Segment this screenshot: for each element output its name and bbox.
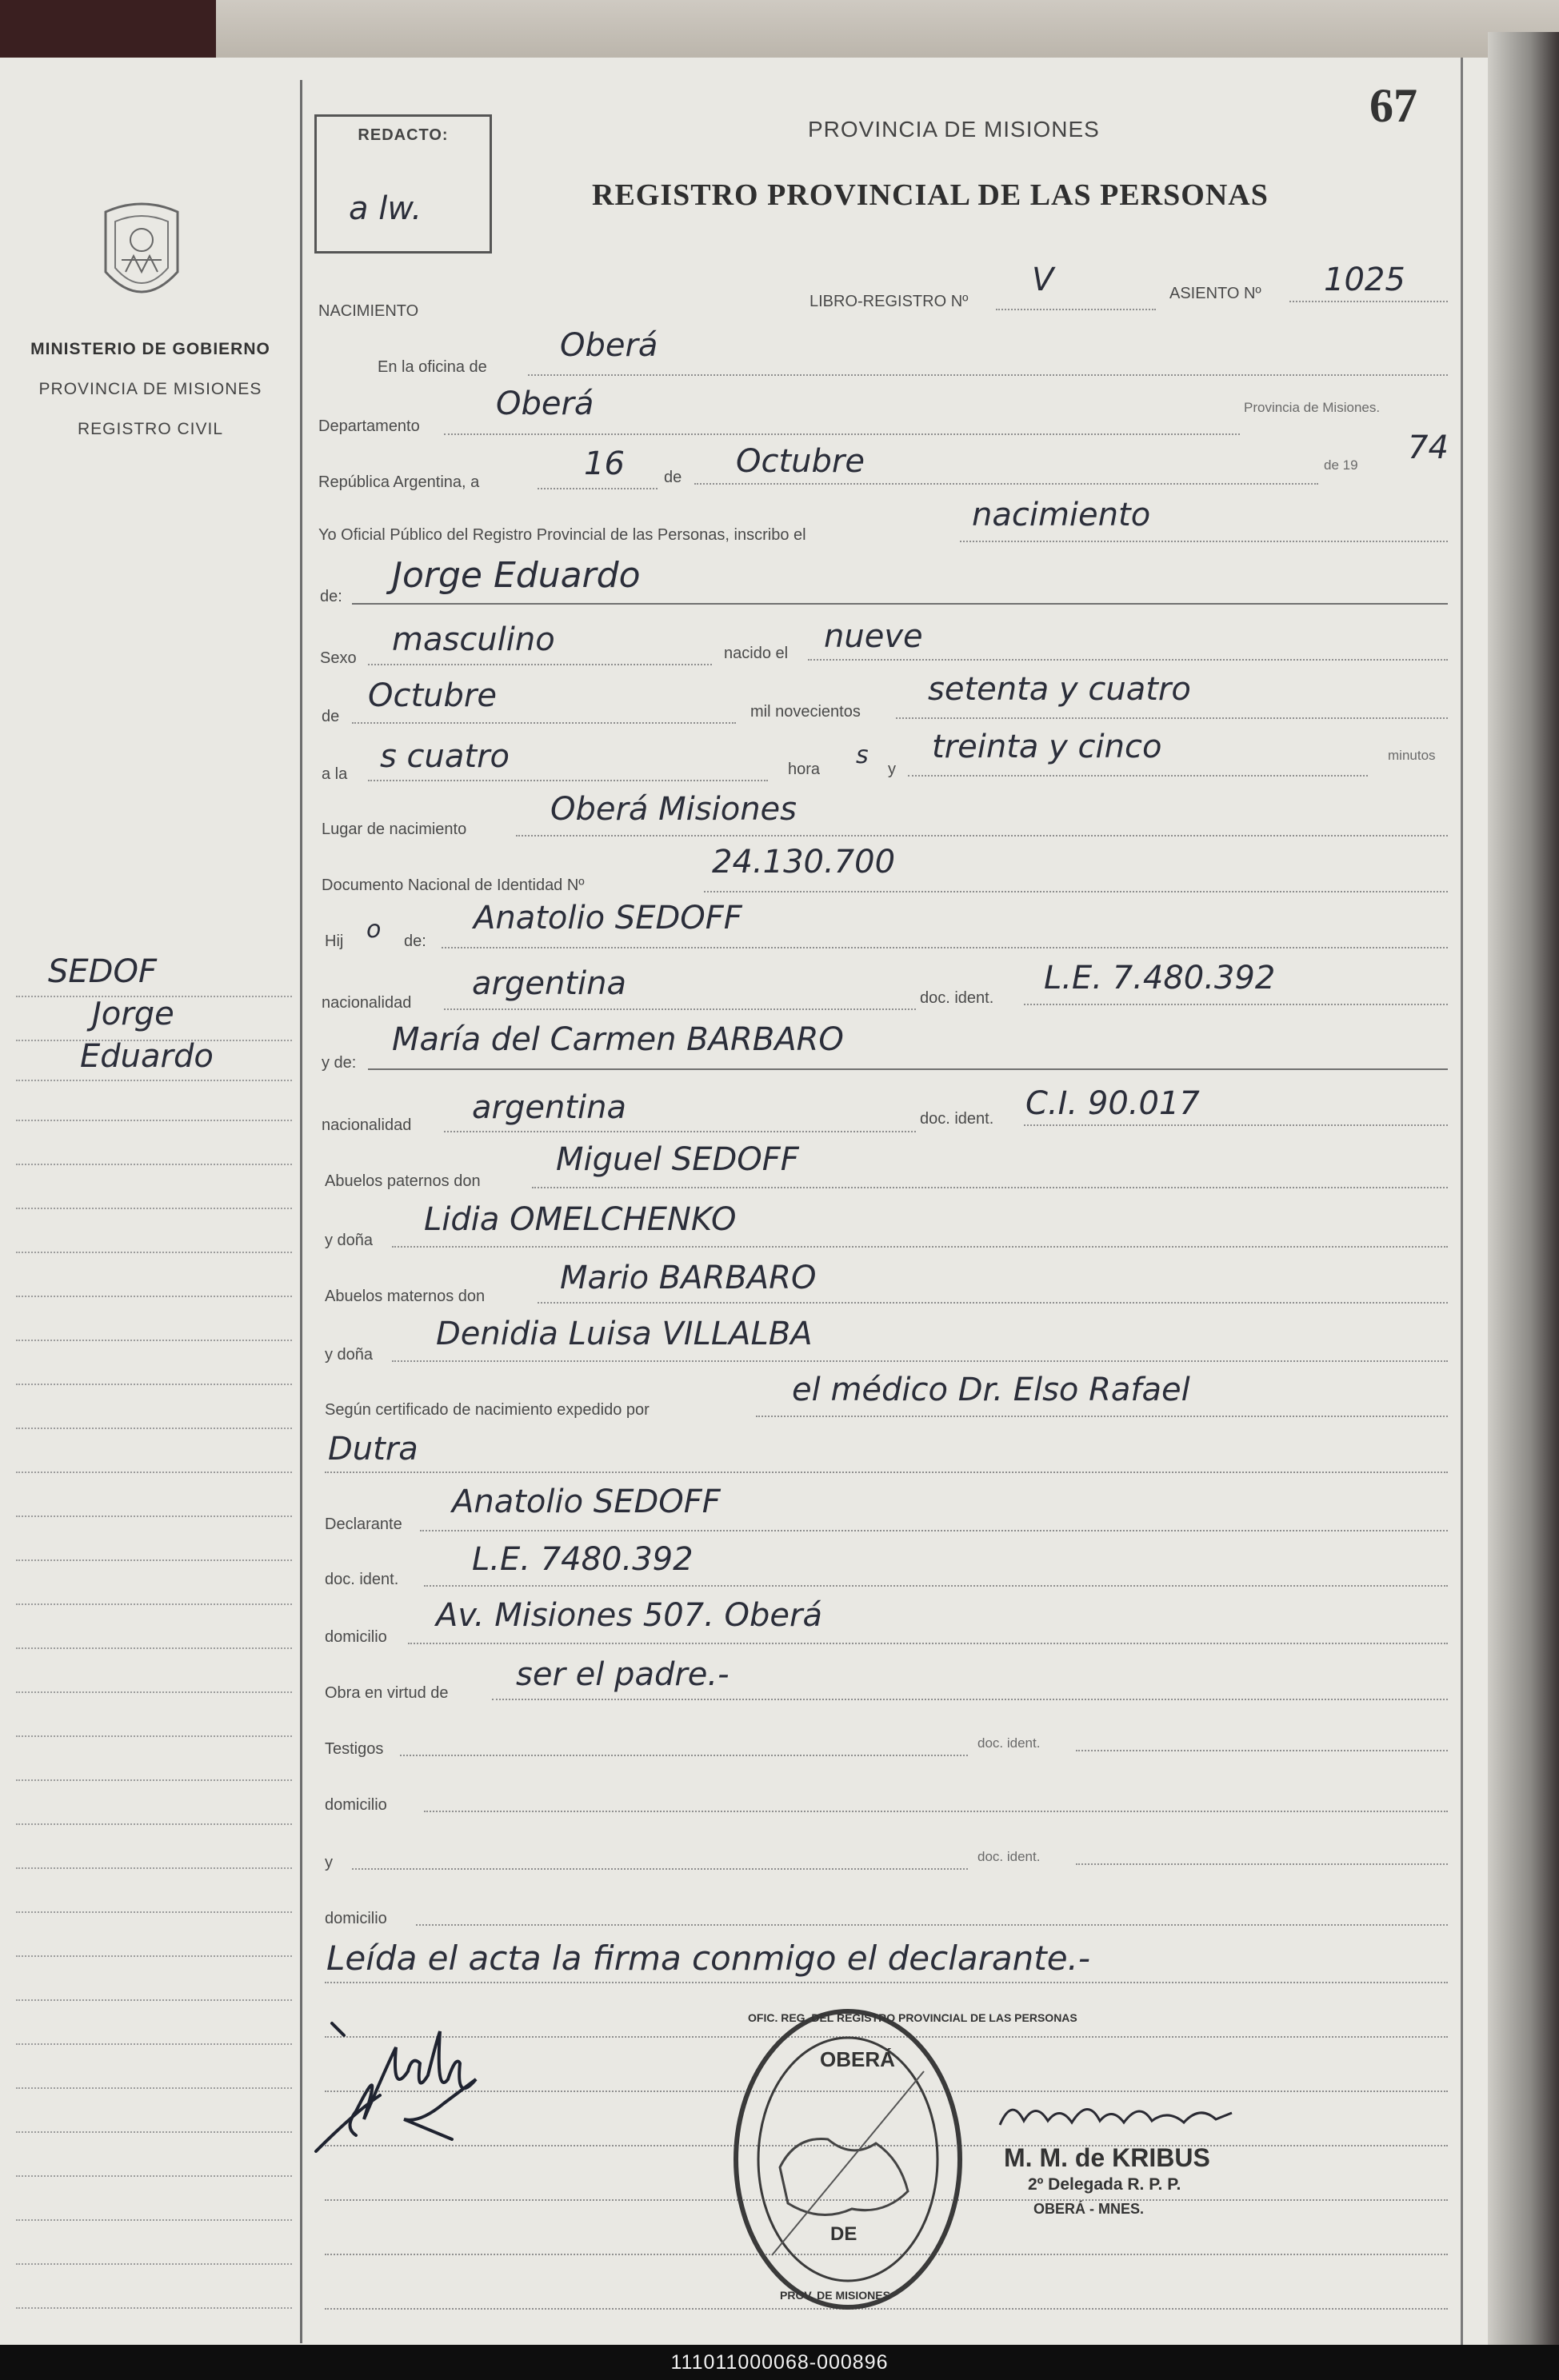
y1-label: y (888, 761, 896, 778)
section-label: NACIMIENTO (318, 302, 419, 320)
nacido-label: nacido el (724, 645, 789, 662)
oficina-value: Oberá (560, 327, 658, 364)
y2-label: y (325, 1854, 333, 1871)
ministry-label: MINISTERIO DE GOBIERNO (30, 340, 270, 358)
mes-value: Octubre (736, 443, 865, 480)
obra-value: ser el padre.- (516, 1656, 730, 1693)
lugar-value: Oberá Misiones (550, 791, 797, 828)
madre-value: María del Carmen BARBARO (392, 1021, 844, 1058)
binder-edge (0, 0, 216, 64)
stamp-top-text: OBERÁ (820, 2047, 895, 2071)
page-number: 67 (1369, 79, 1417, 132)
doc1-value: L.E. 7.480.392 (1044, 960, 1276, 996)
doc-declarante-value: L.E. 7480.392 (472, 1541, 694, 1578)
ala-value: s cuatro (380, 738, 510, 775)
abuelos-maternos-label: Abuelos maternos don (325, 1288, 486, 1305)
padre-value: Anatolio SEDOFF (474, 900, 742, 936)
dni-label: Documento Nacional de Identidad Nº (322, 877, 585, 894)
doc1-label: doc. ident. (920, 989, 994, 1007)
page-edge (1488, 32, 1559, 2347)
nacionalidad1-value: argentina (472, 965, 626, 1002)
ydona2-label: y doña (325, 1346, 374, 1364)
declarante-value: Anatolio SEDOFF (452, 1484, 721, 1520)
abuelos-paternos-label: Abuelos paternos don (325, 1172, 481, 1190)
testigos-label: Testigos (325, 1740, 384, 1758)
nacionalidad2-value: argentina (472, 1089, 626, 1126)
domicilio1-value: Av. Misiones 507. Oberá (436, 1597, 822, 1634)
libro-label: LIBRO-REGISTRO Nº (809, 293, 969, 310)
horas-suffix: s (856, 741, 869, 769)
ydona2-value: Denidia Luisa VILLALBA (436, 1316, 813, 1352)
nombre-value: Jorge Eduardo (392, 555, 641, 596)
ydona1-label: y doña (325, 1232, 374, 1249)
official-place: OBERÁ - MNES. (1033, 2201, 1145, 2217)
lugar-label: Lugar de nacimiento (322, 821, 467, 838)
doc2-value: C.I. 90.017 (1025, 1085, 1200, 1122)
doc-testigo1-label: doc. ident. (977, 1735, 1041, 1751)
abuelos-maternos-value: Mario BARBARO (560, 1260, 817, 1296)
asiento-value: 1025 (1324, 262, 1405, 298)
redacto-label: REDACTO: (358, 126, 449, 144)
abuelos-paternos-value: Miguel SEDOFF (556, 1141, 799, 1178)
republica-label: República Argentina, a (318, 473, 480, 491)
yde-label: y de: (322, 1054, 357, 1072)
top-strip (0, 0, 1559, 64)
registry-label: REGISTRO CIVIL (77, 420, 224, 438)
sexo-value: masculino (392, 621, 555, 658)
declarante-label: Declarante (325, 1515, 402, 1533)
closing-text: Leída el acta la firma conmigo el declarante.- (326, 1939, 1091, 1978)
margin-note-name2: Eduardo (80, 1038, 214, 1075)
asiento-label: ASIENTO Nº (1169, 285, 1261, 302)
margin-rule (300, 80, 302, 2343)
redacto-value: a lw. (349, 190, 422, 227)
nacido-value: nueve (824, 618, 923, 655)
certificado-label: Según certificado de nacimiento expedido por (325, 1401, 650, 1419)
nacionalidad2-label: nacionalidad (322, 1116, 412, 1134)
domicilio3-label: domicilio (325, 1910, 387, 1927)
doc-testigo2-label: doc. ident. (977, 1849, 1041, 1864)
de-anio-label: de 19 (1324, 457, 1358, 473)
obra-label: Obra en virtud de (325, 1684, 449, 1702)
official-title: 2º Delegada R. P. P. (1028, 2175, 1181, 2194)
doc-declarante-label: doc. ident. (325, 1571, 399, 1588)
de1-label: de (664, 469, 682, 486)
dia-value: 16 (584, 445, 625, 482)
coat-of-arms-icon (90, 196, 194, 316)
yo-oficial-label: Yo Oficial Público del Registro Provincial de las Personas, inscribo el (318, 526, 806, 544)
mil-value: setenta y cuatro (928, 671, 1191, 708)
certificado-value-2: Dutra (328, 1431, 418, 1468)
province-label: PROVINCIA DE MISIONES (38, 380, 262, 398)
sexo-label: Sexo (320, 649, 357, 667)
declarant-signature (308, 1999, 540, 2159)
province-heading: PROVINCIA DE MISIONES (808, 117, 1100, 142)
hij-de-label: de: (404, 932, 426, 950)
de2-label: de: (320, 588, 342, 605)
domicilio2-label: domicilio (325, 1796, 387, 1814)
departamento-value: Oberá (496, 385, 594, 422)
ala-label: a la (322, 765, 348, 783)
provincia-label: Provincia de Misiones. (1244, 400, 1381, 415)
right-border (1461, 58, 1463, 2345)
nacido-mes-value: Octubre (368, 677, 497, 714)
minutos-value: treinta y cinco (932, 729, 1162, 765)
certificado-value: el médico Dr. Elso Rafael (792, 1372, 1190, 1408)
departamento-label: Departamento (318, 417, 420, 435)
ydona1-value: Lidia OMELCHENKO (424, 1201, 737, 1238)
registry-heading: REGISTRO PROVINCIAL DE LAS PERSONAS (592, 178, 1269, 212)
official-name: M. M. de KRIBUS (1004, 2143, 1210, 2172)
domicilio1-label: domicilio (325, 1628, 387, 1646)
mil-label: mil novecientos (750, 703, 861, 721)
doc2-label: doc. ident. (920, 1110, 994, 1128)
stamp-ring-bottom: PROV. DE MISIONES (780, 2289, 890, 2302)
stamp-ring-top: OFIC. REG. DEL REGISTRO PROVINCIAL DE LAS PERSONAS (748, 2011, 1077, 2024)
redacto-box (314, 114, 492, 254)
stamp-center-text: DE (830, 2223, 857, 2245)
dni-value: 24.130.700 (712, 844, 896, 881)
margin-note-surname: SEDOF (48, 953, 157, 990)
oficina-label: En la oficina de (378, 358, 487, 376)
horas-label: hora (788, 761, 821, 778)
anio-value: 74 (1408, 429, 1449, 466)
inscribo-value: nacimiento (972, 497, 1151, 533)
margin-note-name1: Jorge (92, 996, 174, 1032)
nacionalidad1-label: nacionalidad (322, 994, 412, 1012)
official-signature (992, 2089, 1240, 2145)
minutos-label: minutos (1388, 748, 1436, 763)
footer-code: 111011000068-000896 (0, 2345, 1559, 2380)
libro-value: V (1032, 262, 1054, 298)
hij-suffix: o (366, 916, 382, 944)
hij-label: Hij (325, 932, 344, 950)
de3-label: de (322, 708, 340, 725)
